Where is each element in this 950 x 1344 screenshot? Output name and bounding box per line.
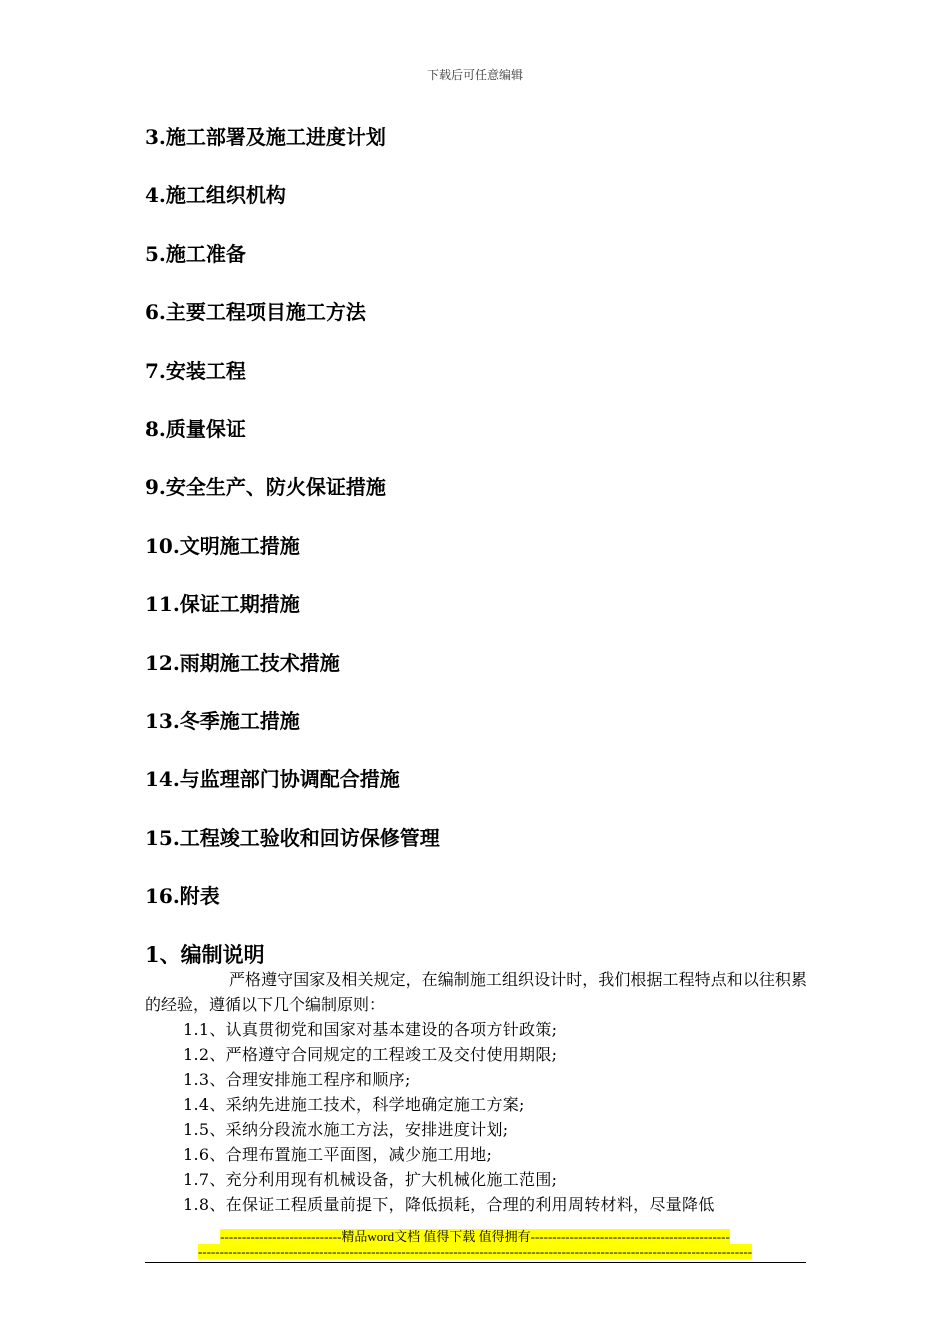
list-item: 1.3、合理安排施工程序和顺序; bbox=[183, 1070, 411, 1089]
list-item: 1.5、采纳分段流水施工方法，安排进度计划; bbox=[183, 1120, 509, 1139]
list-item: 1.6、合理布置施工平面图，减少施工用地; bbox=[183, 1145, 493, 1164]
toc-item-7: 7.安装工程 bbox=[145, 358, 246, 383]
toc-item-5: 5.施工准备 bbox=[145, 241, 246, 266]
list-item: 1.7、充分利用现有机械设备，扩大机械化施工范围; bbox=[183, 1170, 558, 1189]
section-heading: 1、编制说明 bbox=[145, 942, 265, 967]
toc-item-12: 12.雨期施工技术措施 bbox=[145, 650, 340, 675]
list-item: 1.4、采纳先进施工技术，科学地确定施工方案; bbox=[183, 1095, 525, 1114]
toc-item-4: 4.施工组织机构 bbox=[145, 183, 286, 208]
list-item: 1.2、严格遵守合同规定的工程竣工及交付使用期限; bbox=[183, 1045, 558, 1064]
toc-item-8: 8.质量保证 bbox=[145, 416, 246, 441]
intro-paragraph: 严格遵守国家及相关规定，在编制施工组织设计时，我们根据工程特点和以往积累的经验，遵循以下几个编制原则： bbox=[145, 970, 807, 1014]
footer-banner-text: ----------------------------精品word文档 值得下载 值得拥有---------------------------------------------- bbox=[220, 1229, 730, 1244]
principles-list bbox=[145, 1017, 807, 1217]
footer-dash-text: -------------------------------------------------------------------------------------------------------------------------------- bbox=[197, 1244, 753, 1259]
table-of-contents bbox=[145, 120, 805, 937]
header-note: 下载后可任意编辑 bbox=[426, 68, 523, 82]
toc-item-11: 11.保证工期措施 bbox=[145, 592, 300, 617]
toc-item-6: 6.主要工程项目施工方法 bbox=[145, 300, 366, 325]
toc-item-10: 10.文明施工措施 bbox=[145, 533, 300, 558]
toc-item-13: 13.冬季施工措施 bbox=[145, 708, 300, 733]
list-item: 1.8、在保证工程质量前提下，降低损耗，合理的利用周转材料，尽量降低 bbox=[183, 1195, 715, 1214]
list-item: 1.1、认真贯彻党和国家对基本建设的各项方针政策; bbox=[183, 1020, 558, 1039]
toc-item-9: 9.安全生产、防火保证措施 bbox=[145, 475, 386, 500]
footer-rule bbox=[145, 1262, 806, 1263]
toc-item-14: 14.与监理部门协调配合措施 bbox=[145, 767, 400, 792]
toc-item-3: 3.施工部署及施工进度计划 bbox=[145, 125, 386, 149]
footer-dash-line bbox=[0, 1244, 950, 1259]
footer-banner bbox=[0, 1229, 950, 1244]
toc-item-15: 15.工程竣工验收和回访保修管理 bbox=[145, 825, 440, 850]
toc-item-16: 16.附表 bbox=[145, 884, 220, 909]
section-body bbox=[145, 967, 807, 1217]
